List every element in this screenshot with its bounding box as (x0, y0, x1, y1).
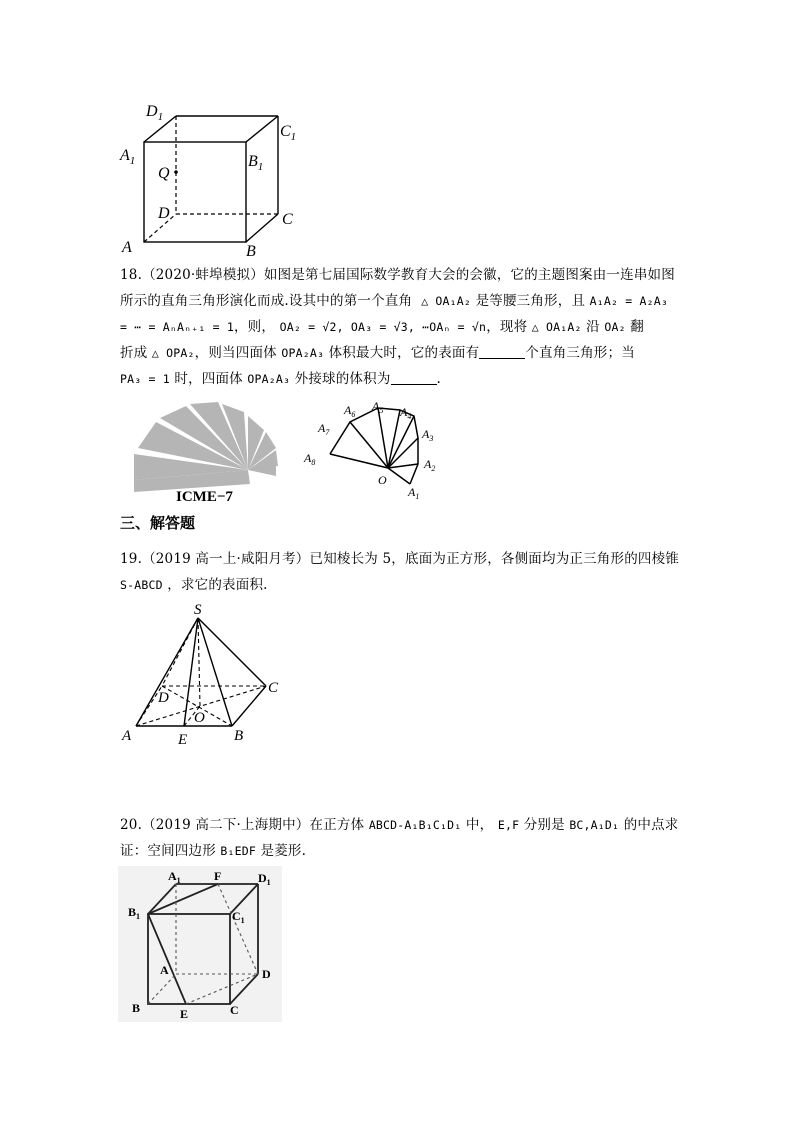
q18-line-3: = ⋯ = AₙAₙ₊₁ = 1，则， OA₂ = √2, OA₃ = √3, ⋯OAₙ = √n，现将 △ OA₁A₂ 沿 OA₂ 翻 (120, 319, 644, 335)
label-q: Q (158, 165, 170, 182)
label-a1: A (120, 147, 130, 164)
svg-text:C1: $C_1$ (232, 909, 245, 925)
svg-text:A1: $A_1$ (120, 147, 136, 167)
cube-q-figure (118, 98, 318, 260)
svg-text:B1: $B_1$ (128, 905, 141, 921)
q18-line-1: 18.（2020·蚌埠模拟）如图是第七届国际数学教育大会的会徽，它的主题图案由一连串如图 (120, 267, 675, 283)
cube-20-svg (118, 866, 282, 1022)
pyramid-label-b: B (234, 728, 244, 744)
question-19 (120, 546, 680, 598)
svg-text:A4: $A_4$ (400, 405, 412, 421)
label-b: B (246, 243, 256, 260)
cube20-label-b: B (132, 1001, 141, 1015)
cube-20-figure (118, 866, 282, 1022)
pyramid-label-s: S (194, 602, 202, 618)
icme-logo-svg (130, 392, 282, 504)
pyramid-label-d: D (158, 690, 169, 706)
icme-logo (130, 392, 282, 504)
cube20-label-c: C (230, 1003, 239, 1017)
pyramid-label-c: C (268, 680, 279, 696)
q18-line-2: 所示的直角三角形演化而成.设其中的第一个直角 △ OA₁A₂ 是等腰三角形，且 A₁A₂ = A₂A₃ (120, 293, 669, 309)
svg-text:D1: $D_1$ (146, 103, 164, 123)
q20-line-2: 证：空间四边形 B₁EDF 是菱形. (120, 843, 307, 859)
icme-caption: ICME−7 (176, 489, 233, 504)
spiral-svg (300, 398, 450, 502)
cube20-label-d: D (262, 967, 271, 981)
spiral-label-o: O (378, 473, 387, 487)
pyramid-label-o: O (194, 710, 205, 726)
answer-blank-2 (391, 370, 437, 385)
svg-text:A6: $A_6$ (344, 403, 356, 419)
q20-line-1: 20.（2019 高二下·上海期中）在正方体 ABCD-A₁B₁C₁D₁ 中， E,F 分别是 BC,A₁D₁ 的中点求 (120, 817, 679, 833)
svg-text:A1: $A_1$ (408, 485, 420, 501)
label-d1: D (146, 103, 158, 120)
section-title: 三、解答题 (120, 514, 196, 532)
svg-text:C1: $C_1$ (280, 123, 297, 143)
svg-text:A2: $A_2$ (424, 457, 436, 473)
q19-line-1: 19.（2019 高一上·咸阳月考）已知棱长为 5，底面为正方形，各侧面均为正三角形的四棱锥 (120, 551, 679, 567)
cube20-label-a: A (160, 963, 169, 977)
svg-text:A1: $A_1$ (168, 869, 181, 885)
svg-text:A5: $A_5$ (372, 399, 384, 415)
q19-line-2: S-ABCD ，求它的表面积. (120, 577, 268, 593)
pyramid-svg (118, 600, 288, 748)
svg-text:A8: $A_8$ (304, 451, 316, 467)
svg-text:A7: $A_7$ (318, 421, 330, 437)
svg-text:A3: $A_3$ (422, 427, 434, 443)
pyramid-label-a: A (122, 728, 132, 744)
pyramid-figure (118, 600, 288, 748)
label-a: A (122, 239, 132, 256)
label-c: C (282, 211, 293, 228)
cube-q-svg (118, 98, 318, 260)
cube20-label-e: E (180, 1007, 189, 1021)
spiral-figure (300, 398, 450, 502)
svg-text:D1: $D_1$ (258, 871, 271, 887)
q18-line-5: PA₃ = 1 时，四面体 OPA₂A₃ 外接球的体积为 . (120, 371, 442, 387)
question-18 (120, 262, 680, 392)
cube20-label-f: F (214, 869, 222, 883)
pyramid-label-e: E (178, 732, 188, 748)
label-c1: C (280, 123, 291, 140)
q18-line-4: 折成 △ OPA₂，则当四面体 OPA₂A₃ 体积最大时，它的表面有 个直角三角形；当 (120, 345, 635, 361)
label-d: D (158, 205, 170, 222)
answer-blank-1 (479, 344, 525, 359)
svg-text:B1: $B_1$ (248, 153, 264, 173)
question-20 (120, 812, 680, 864)
label-b1: B (248, 153, 258, 170)
